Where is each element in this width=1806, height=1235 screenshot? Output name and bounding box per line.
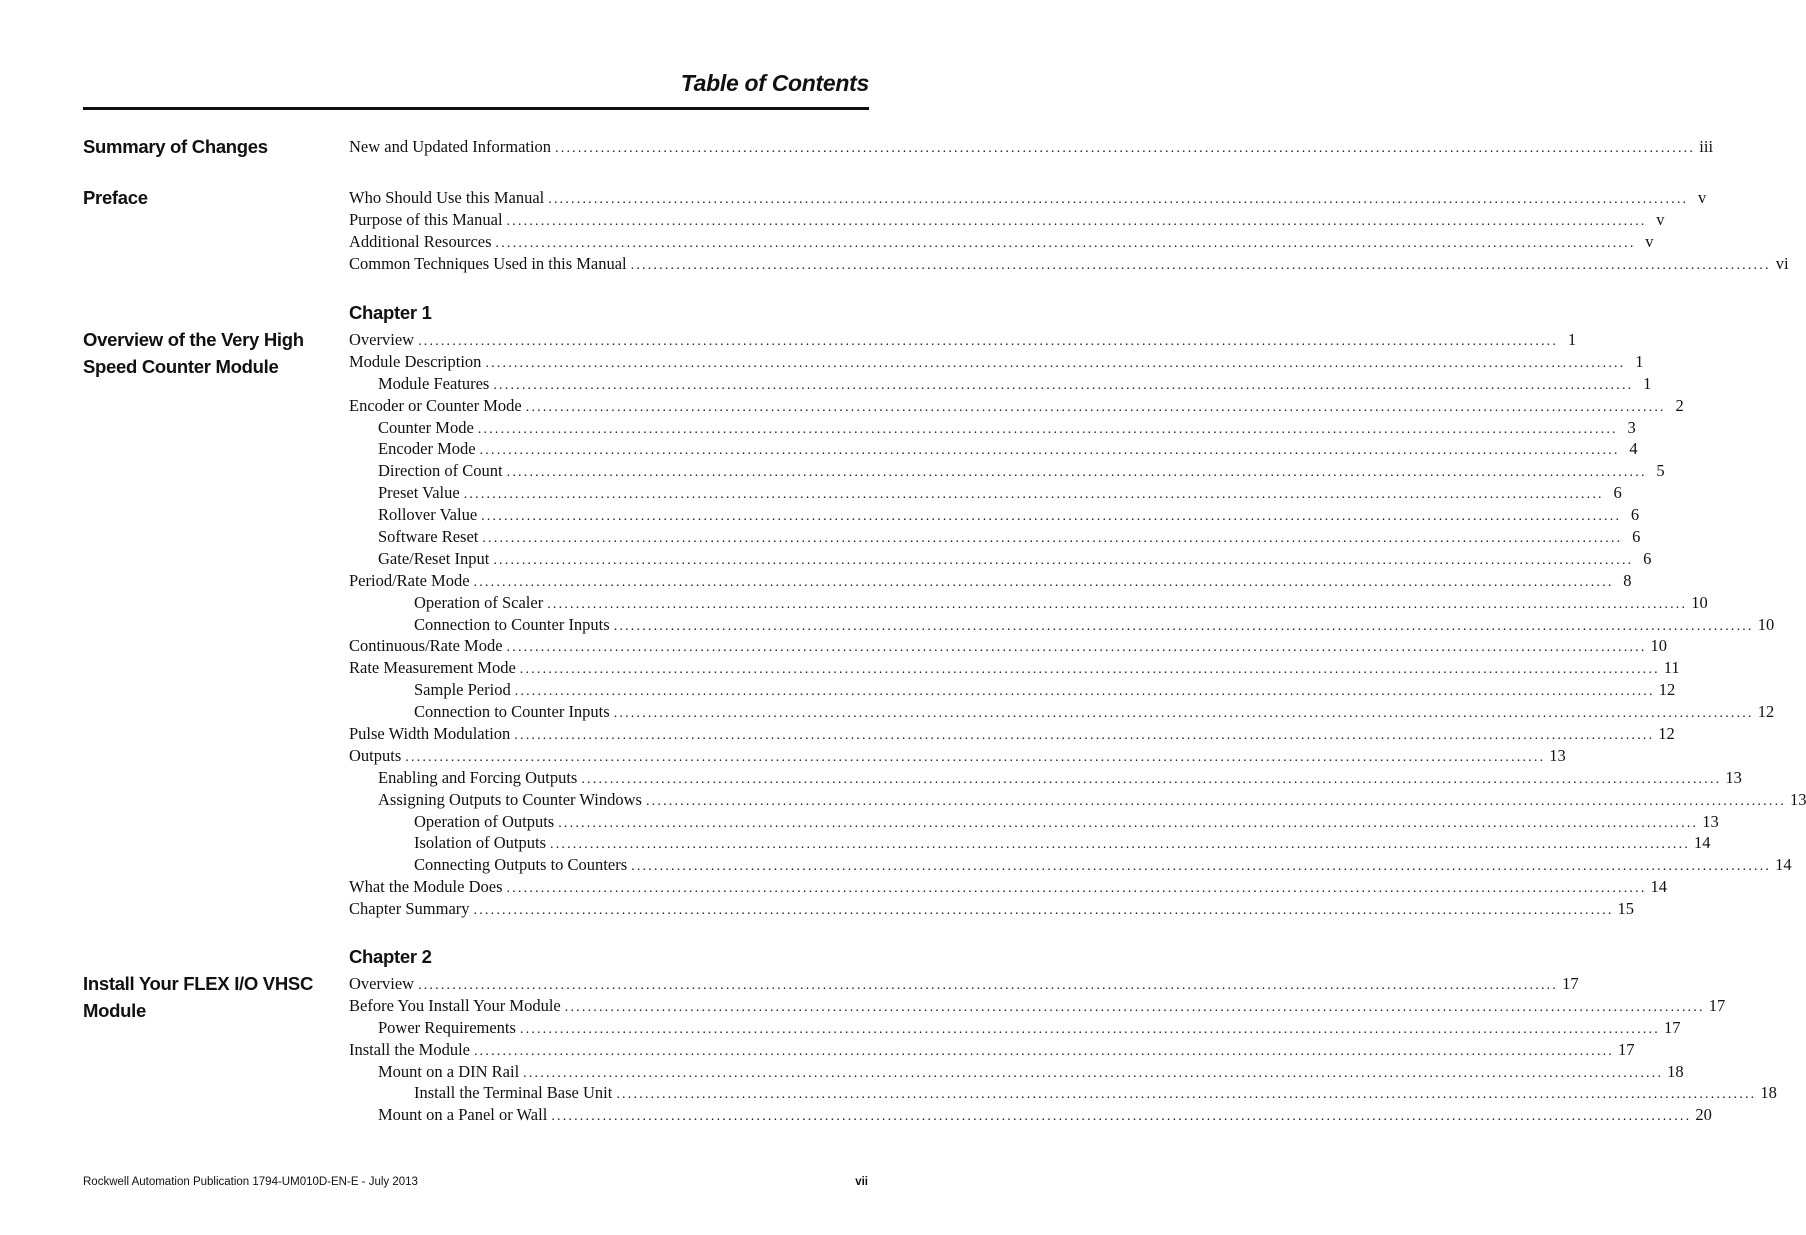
toc-entry-page: 17 xyxy=(1708,995,1726,1015)
toc-entry-label: Continuous/Rate Mode xyxy=(349,636,503,656)
toc-entry-label: Before You Install Your Module xyxy=(349,995,561,1015)
toc-entry-page: 1 xyxy=(1635,351,1644,371)
toc-entry-label: Common Techniques Used in this Manual xyxy=(349,253,627,273)
toc-entry[interactable] xyxy=(349,811,1719,834)
toc-entry-page: 6 xyxy=(1632,527,1641,547)
toc-entry-page: vi xyxy=(1775,253,1789,273)
toc-entry[interactable] xyxy=(349,877,1668,899)
toc-entry[interactable] xyxy=(349,373,1652,396)
toc-entry-page: 15 xyxy=(1617,899,1635,919)
page-title: Table of Contents xyxy=(680,70,869,96)
toc-leader-dots: ........................................................................................................................................................................................................ xyxy=(418,334,1559,349)
toc-group-chapter-1 xyxy=(349,330,1806,921)
toc-leader-dots: ........................................................................................................................................................................................................ xyxy=(630,257,1771,273)
footer-page-number: vii xyxy=(855,1176,868,1188)
toc-group-summary xyxy=(349,137,1714,159)
toc-entry-label: Overview xyxy=(349,974,415,993)
toc-entry-page: 4 xyxy=(1629,439,1638,459)
toc-entry-page: 8 xyxy=(1623,570,1632,590)
toc-entry-label: Mount on a Panel or Wall xyxy=(378,1105,548,1125)
toc-leader-dots: ........................................................................................................................................................................................................ xyxy=(558,815,1699,831)
toc-entry[interactable] xyxy=(349,1083,1777,1105)
toc-entry[interactable] xyxy=(349,1039,1635,1062)
toc-entry-label: Direction of Count xyxy=(378,461,503,481)
toc-leader-dots: ........................................................................................................................................................................................................ xyxy=(645,793,1786,809)
toc-leader-dots: ........................................................................................................................................................................................................ xyxy=(514,684,1655,700)
toc-entry-page: v xyxy=(1656,209,1665,229)
toc-leader-dots: ........................................................................................................................................................................................................ xyxy=(548,192,1689,207)
toc-entry-page: 13 xyxy=(1789,789,1806,809)
toc-entry-page: v xyxy=(1698,188,1707,207)
toc-group-chapter-2 xyxy=(349,974,1777,1127)
toc-entry-label: Who Should Use this Manual xyxy=(349,188,545,207)
toc-entry[interactable] xyxy=(349,351,1644,374)
toc-leader-dots: ........................................................................................................................................................................................................ xyxy=(473,574,1614,590)
toc-entry-page: 17 xyxy=(1617,1039,1635,1059)
toc-leader-dots: ........................................................................................................................................................................................................ xyxy=(482,531,1623,547)
toc-entry-page: 13 xyxy=(1725,767,1742,787)
toc-entry[interactable] xyxy=(349,658,1680,680)
toc-entry-label: Rate Measurement Mode xyxy=(349,658,516,678)
toc-entry-label: Operation of Scaler xyxy=(414,592,544,612)
toc-entry-label: Assigning Outputs to Counter Windows xyxy=(378,789,642,809)
toc-entry-page: 12 xyxy=(1658,724,1675,744)
toc-entry-label: Chapter Summary xyxy=(349,899,470,919)
toc-entry[interactable] xyxy=(349,995,1726,1018)
toc-entry[interactable] xyxy=(349,395,1684,418)
section-heading-overview: Overview of the Very High Speed Counter Module xyxy=(83,329,304,377)
toc-leader-dots: ........................................................................................................................................................................................................ xyxy=(493,552,1634,568)
toc-entry-page: 2 xyxy=(1675,395,1684,415)
toc-entry-page: 18 xyxy=(1667,1061,1684,1081)
toc-entry-page: 14 xyxy=(1775,855,1792,875)
toc-entry-label: Encoder or Counter Mode xyxy=(349,395,522,415)
toc-leader-dots: ........................................................................................................................................................................................................ xyxy=(525,399,1666,415)
toc-entry[interactable] xyxy=(349,461,1665,483)
toc-entry-label: Enabling and Forcing Outputs xyxy=(378,767,578,787)
toc-entry-label: Preset Value xyxy=(378,483,460,503)
toc-entry-label: Period/Rate Mode xyxy=(349,570,470,590)
toc-entry-page: 12 xyxy=(1757,702,1775,722)
toc-entry-label: Module Description xyxy=(349,351,482,371)
toc-entry[interactable] xyxy=(349,527,1641,549)
toc-entry-label: Counter Mode xyxy=(378,417,474,437)
toc-leader-dots: ........................................................................................................................................................................................................ xyxy=(473,903,1614,919)
toc-leader-dots: ........................................................................................................................................................................................................ xyxy=(523,1065,1664,1081)
toc-entry-label: Isolation of Outputs xyxy=(414,833,546,853)
toc-entry-page: 17 xyxy=(1562,974,1579,993)
toc-entry-label: New and Updated Information xyxy=(349,137,552,156)
toc-entry[interactable] xyxy=(349,330,1577,352)
toc-entry-page: v xyxy=(1645,231,1654,251)
toc-entry-page: 18 xyxy=(1760,1083,1777,1103)
toc-entry-label: What the Module Does xyxy=(349,877,503,897)
toc-leader-dots: ........................................................................................................................................................................................................ xyxy=(519,1021,1660,1037)
toc-entry-page: 6 xyxy=(1630,505,1640,525)
toc-leader-dots: ........................................................................................................................................................................................................ xyxy=(463,487,1604,503)
chapter-1-heading: Chapter 1 xyxy=(349,302,432,323)
toc-entry-label: Mount on a DIN Rail xyxy=(378,1061,520,1081)
toc-leader-dots: ........................................................................................................................................................................................................ xyxy=(519,662,1660,678)
toc-entry[interactable] xyxy=(349,767,1742,790)
toc-entry-page: 10 xyxy=(1757,614,1775,634)
toc-entry[interactable] xyxy=(349,636,1668,658)
toc-entry[interactable] xyxy=(349,231,1654,254)
toc-leader-dots: ........................................................................................................................................................................................................ xyxy=(493,377,1634,393)
toc-leader-dots: ........................................................................................................................................................................................................ xyxy=(477,421,1618,437)
toc-entry-page: 5 xyxy=(1656,461,1665,481)
toc-entry[interactable] xyxy=(349,253,1789,276)
toc-entry[interactable] xyxy=(349,1061,1684,1084)
toc-leader-dots: ........................................................................................................................................................................................................ xyxy=(551,1109,1692,1125)
toc-entry-page: 10 xyxy=(1650,636,1668,656)
toc-leader-dots: ........................................................................................................................................................................................................ xyxy=(506,213,1647,229)
toc-entry-page: 12 xyxy=(1658,680,1676,700)
toc-entry-label: Operation of Outputs xyxy=(414,811,555,831)
footer-publication: Rockwell Automation Publication 1794-UM010D-EN-E - July 2013 xyxy=(83,1176,418,1188)
toc-entry-page: 17 xyxy=(1663,1017,1681,1037)
toc-entry[interactable] xyxy=(349,548,1652,571)
toc-leader-dots: ........................................................................................................................................................................................................ xyxy=(485,355,1626,371)
toc-entry-label: Purpose of this Manual xyxy=(349,209,503,229)
toc-entry[interactable] xyxy=(349,974,1579,996)
toc-entry-label: Power Requirements xyxy=(378,1017,516,1037)
toc-leader-dots: ........................................................................................................................................................................................................ xyxy=(506,881,1647,897)
toc-entry[interactable] xyxy=(349,505,1640,527)
toc-entry-label: Rollover Value xyxy=(378,505,478,525)
title-rule xyxy=(83,107,869,110)
toc-leader-dots: ........................................................................................................................................................................................................ xyxy=(613,706,1754,722)
toc-entry[interactable] xyxy=(349,439,1638,461)
toc-entry[interactable] xyxy=(349,724,1675,746)
toc-entry[interactable] xyxy=(349,592,1708,615)
section-heading-install: Install Your FLEX I/O VHSC Module xyxy=(83,973,313,1021)
toc-entry-label: Install the Module xyxy=(349,1039,470,1059)
toc-entry-page: 20 xyxy=(1695,1105,1712,1125)
toc-entry-label: Pulse Width Modulation xyxy=(349,724,511,744)
chapter-2-heading: Chapter 2 xyxy=(349,946,432,967)
toc-leader-dots: ........................................................................................................................................................................................................ xyxy=(550,837,1690,853)
toc-entry-label: Encoder Mode xyxy=(378,439,476,459)
section-heading-summary: Summary of Changes xyxy=(83,136,268,157)
toc-entry[interactable] xyxy=(349,702,1775,724)
toc-entry[interactable] xyxy=(349,614,1775,637)
toc-leader-dots: ........................................................................................................................................................................................................ xyxy=(473,1043,1614,1059)
toc-leader-dots: ........................................................................................................................................................................................................ xyxy=(631,859,1772,875)
toc-entry-label: Additional Resources xyxy=(349,231,492,251)
toc-entry-page: iii xyxy=(1699,137,1714,156)
toc-leader-dots: ........................................................................................................................................................................................................ xyxy=(418,978,1559,993)
toc-entry[interactable] xyxy=(349,209,1665,232)
toc-entry[interactable] xyxy=(349,833,1711,855)
toc-leader-dots: ........................................................................................................................................................................................................ xyxy=(506,465,1647,481)
toc-entry-page: 14 xyxy=(1694,833,1711,853)
toc-entry-page: 13 xyxy=(1549,745,1566,765)
toc-leader-dots: ........................................................................................................................................................................................................ xyxy=(564,999,1705,1015)
toc-leader-dots: ........................................................................................................................................................................................................ xyxy=(547,596,1688,612)
toc-entry-label: Connecting Outputs to Counters xyxy=(414,855,628,875)
toc-entry[interactable] xyxy=(349,137,1714,159)
toc-group-preface xyxy=(349,188,1789,276)
toc-entry-label: Gate/Reset Input xyxy=(378,548,490,568)
toc-entry-page: 13 xyxy=(1702,811,1719,831)
section-heading-preface: Preface xyxy=(83,187,148,208)
toc-entry[interactable] xyxy=(349,1017,1681,1040)
toc-leader-dots: ........................................................................................................................................................................................................ xyxy=(506,640,1647,656)
toc-entry-page: 6 xyxy=(1643,548,1652,568)
toc-entry[interactable] xyxy=(349,188,1707,210)
toc-entry-label: Overview xyxy=(349,330,415,349)
toc-leader-dots: ........................................................................................................................................................................................................ xyxy=(613,618,1754,634)
toc-entry-label: Software Reset xyxy=(378,527,479,547)
toc-entry-page: 14 xyxy=(1650,877,1668,897)
toc-entry-label: Install the Terminal Base Unit xyxy=(414,1083,613,1103)
toc-entry-page: 3 xyxy=(1627,417,1636,437)
toc-leader-dots: ........................................................................................................................................................................................................ xyxy=(405,749,1546,765)
toc-leader-dots: ........................................................................................................................................................................................................ xyxy=(481,509,1622,525)
toc-leader-dots: ........................................................................................................................................................................................................ xyxy=(616,1087,1757,1103)
toc-entry[interactable] xyxy=(349,745,1566,768)
toc-entry[interactable] xyxy=(349,855,1792,877)
toc-entry-page: 1 xyxy=(1567,330,1577,349)
toc-entry[interactable] xyxy=(349,680,1676,702)
toc-entry[interactable] xyxy=(349,1105,1712,1127)
toc-entry-page: 11 xyxy=(1663,658,1680,678)
toc-leader-dots: ........................................................................................................................................................................................................ xyxy=(581,771,1722,787)
toc-entry-label: Outputs xyxy=(349,745,402,765)
toc-leader-dots: ........................................................................................................................................................................................................ xyxy=(514,728,1655,744)
toc-entry-page: 1 xyxy=(1643,373,1652,393)
toc-entry-label: Connection to Counter Inputs xyxy=(414,702,610,722)
toc-entry[interactable] xyxy=(349,570,1632,593)
toc-entry[interactable] xyxy=(349,899,1635,921)
toc-entry[interactable] xyxy=(349,789,1806,812)
toc-entry-label: Module Features xyxy=(378,373,490,393)
toc-leader-dots: ........................................................................................................................................................................................................ xyxy=(555,141,1696,156)
toc-entry-page: 10 xyxy=(1691,592,1708,612)
toc-leader-dots: ........................................................................................................................................................................................................ xyxy=(479,443,1620,459)
toc-entry-label: Sample Period xyxy=(414,680,511,700)
toc-entry-page: 6 xyxy=(1613,483,1622,503)
toc-entry[interactable] xyxy=(349,483,1622,505)
toc-entry[interactable] xyxy=(349,417,1636,440)
toc-entry-label: Connection to Counter Inputs xyxy=(414,614,610,634)
toc-leader-dots: ........................................................................................................................................................................................................ xyxy=(495,235,1636,251)
